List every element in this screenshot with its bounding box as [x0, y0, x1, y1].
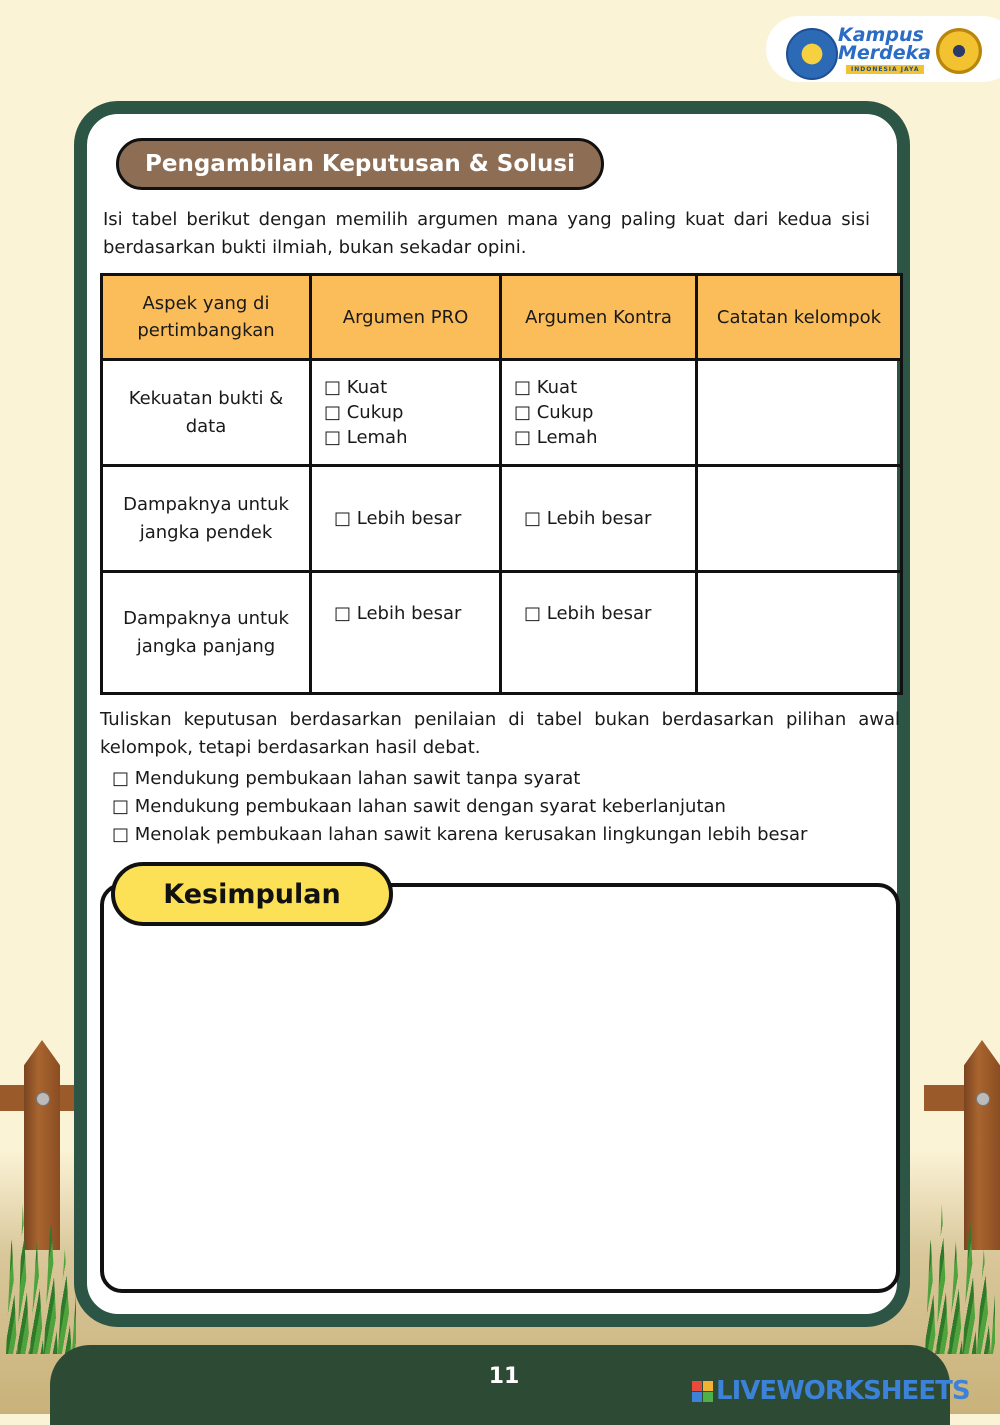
header-aspect: Aspek yang di pertimbangkan: [102, 275, 311, 360]
kontra-options: [501, 466, 697, 572]
kampus-merdeka-logo: Kampus Merdeka: [838, 24, 932, 64]
checkbox-option[interactable]: □ Kuat: [324, 377, 388, 398]
conclusion-input-box[interactable]: [100, 883, 900, 1293]
decision-option[interactable]: □ Menolak pembukaan lahan sawit karena kerusakan lingkungan lebih besar: [112, 824, 808, 845]
checkbox-option[interactable]: □ Lemah: [514, 427, 598, 448]
checkbox-option[interactable]: □ Lemah: [324, 427, 408, 448]
university-seal-icon: [936, 28, 982, 74]
fence-post-right: [964, 1040, 1000, 1250]
bolt-icon: [36, 1092, 50, 1106]
evaluation-table: [100, 273, 903, 695]
liveworksheets-icon: [692, 1381, 713, 1402]
fence-post-left: [24, 1040, 60, 1250]
pro-options: [311, 360, 501, 466]
checkbox-option[interactable]: □ Lebih besar: [334, 508, 462, 529]
bolt-icon: [976, 1092, 990, 1106]
section-title: Pengambilan Keputusan & Solusi: [116, 138, 604, 190]
decision-options: [112, 765, 807, 849]
aspect-cell: Dampaknya untuk jangka panjang: [102, 572, 311, 694]
notes-cell[interactable]: [697, 360, 902, 466]
table-header-row: [102, 275, 902, 360]
section-intro: Isi tabel berikut dengan memilih argumen mana yang paling kuat dari kedua sisi berdasarkan bukti ilmiah, bukan sekadar opini.: [103, 209, 870, 258]
tut-wuri-emblem-icon: [786, 28, 838, 80]
checkbox-option[interactable]: □ Lebih besar: [524, 603, 652, 624]
checkbox-option[interactable]: □ Lebih besar: [524, 508, 652, 529]
checkbox-option[interactable]: □ Cukup: [514, 402, 594, 423]
logo-subtitle: INDONESIA JAYA: [846, 65, 924, 74]
decision-option[interactable]: □ Mendukung pembukaan lahan sawit tanpa syarat: [112, 768, 581, 789]
checkbox-option[interactable]: □ Lebih besar: [334, 603, 462, 624]
header-notes: Catatan kelompok: [697, 275, 902, 360]
header-pro: Argumen PRO: [311, 275, 501, 360]
decision-option[interactable]: □ Mendukung pembukaan lahan sawit dengan syarat keberlanjutan: [112, 796, 726, 817]
watermark-text: LIVEWORKSHEETS: [716, 1376, 970, 1406]
notes-cell[interactable]: [697, 572, 902, 694]
checkbox-option[interactable]: □ Kuat: [514, 377, 578, 398]
header-kontra: Argumen Kontra: [501, 275, 697, 360]
table-row: [102, 572, 902, 694]
pro-options: [311, 572, 501, 694]
pro-options: [311, 466, 501, 572]
notes-cell[interactable]: [697, 466, 902, 572]
liveworksheets-watermark: [692, 1374, 970, 1408]
conclusion-title: Kesimpulan: [111, 862, 393, 926]
table-row: [102, 466, 902, 572]
page-number: 11: [488, 1364, 520, 1389]
kontra-options: [501, 360, 697, 466]
aspect-cell: Dampaknya untuk jangka pendek: [102, 466, 311, 572]
decision-prompt: Tuliskan keputusan berdasarkan penilaian di tabel bukan berdasarkan pilihan awal kelompok, tetapi berdasarkan hasil debat.: [100, 709, 900, 758]
kontra-options: [501, 572, 697, 694]
aspect-cell: Kekuatan bukti & data: [102, 360, 311, 466]
checkbox-option[interactable]: □ Cukup: [324, 402, 404, 423]
table-row: [102, 360, 902, 466]
